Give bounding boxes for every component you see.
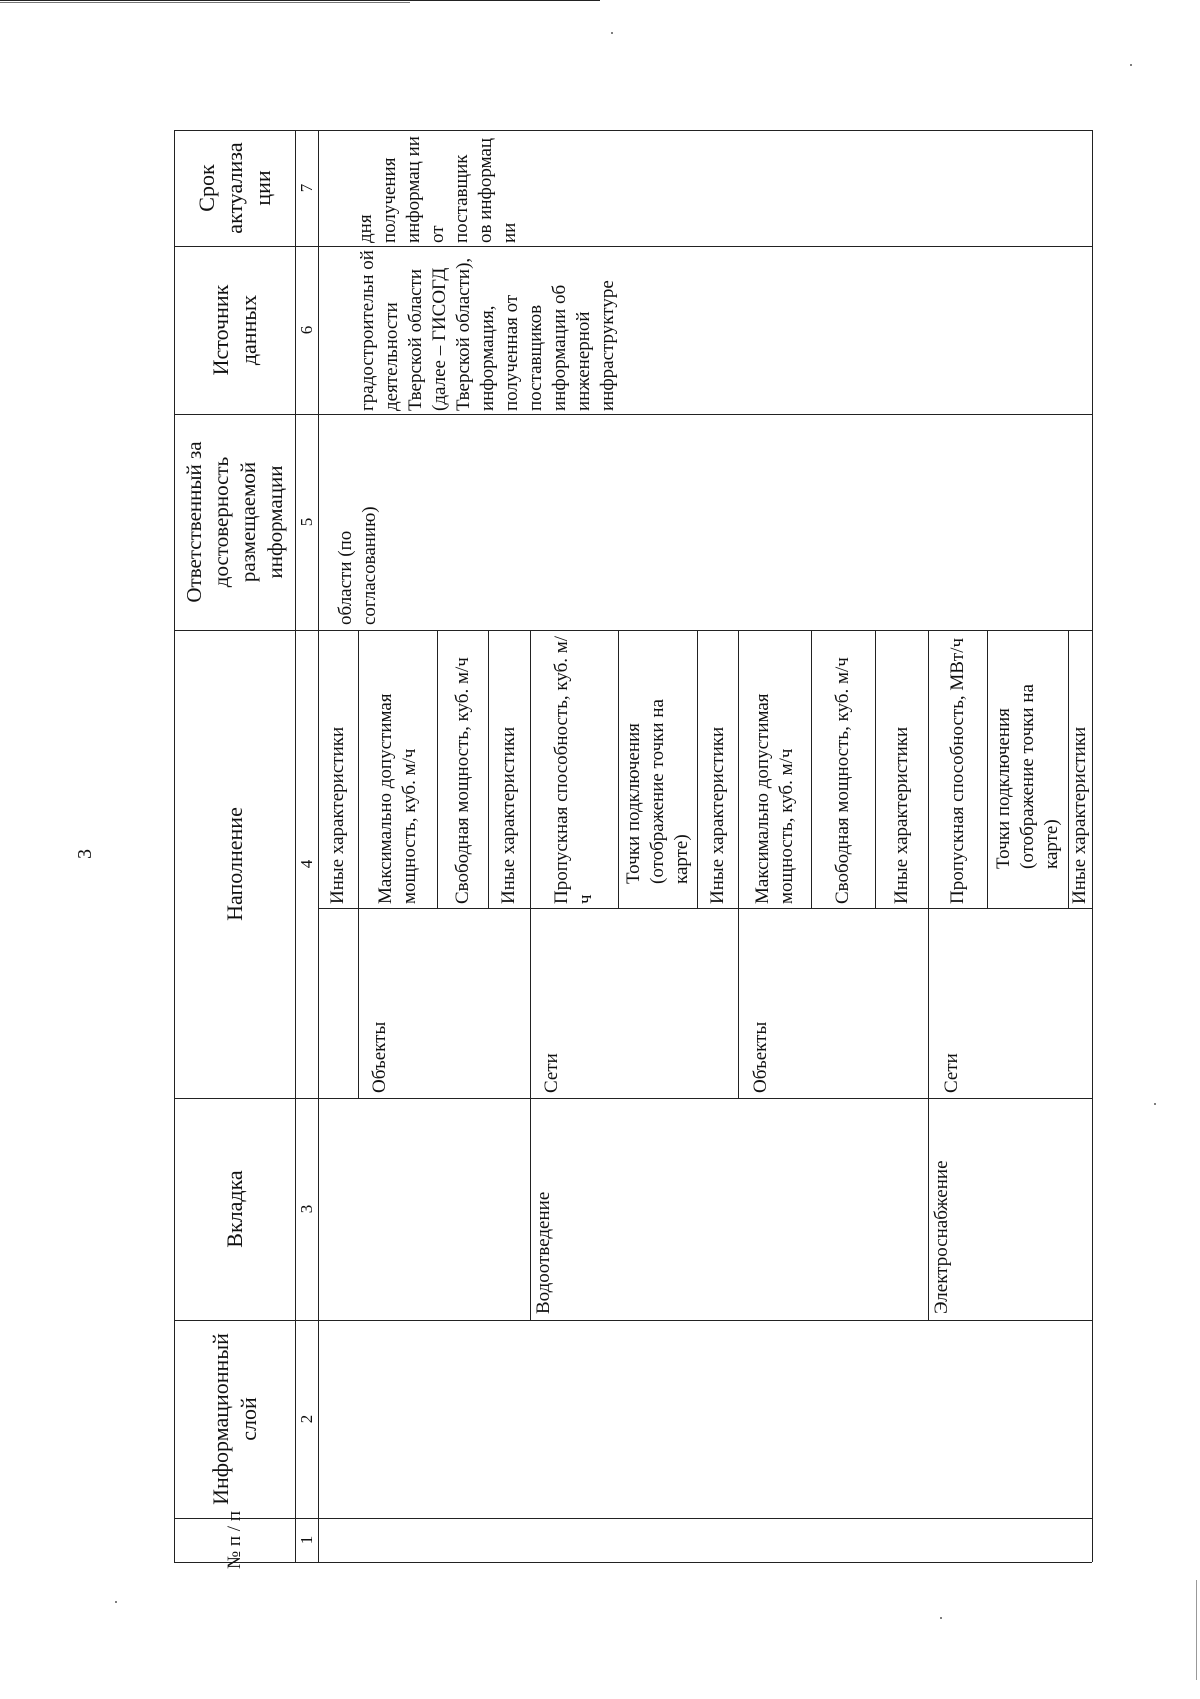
scan-speck xyxy=(115,1601,117,1603)
page-number: 3 xyxy=(74,849,96,859)
num-col4: 4 xyxy=(296,859,316,869)
source-text: градостроительн ой деятельности Тверской области (далее – ГИСОГД Тверской области), информация, полученная от поставщиков информации об инженерной инфраструктуре xyxy=(357,250,618,411)
num-col6: 6 xyxy=(296,325,316,335)
fill-obj1-a: Максимально допустимая мощность, куб. м/ч xyxy=(374,693,420,904)
fill-r0: Иные характеристики xyxy=(327,726,348,904)
header-col3: Вкладка xyxy=(221,1170,247,1248)
num-col7: 7 xyxy=(296,183,316,193)
header-col5: Ответственный за достоверность размещаемой информации xyxy=(181,441,287,603)
fill-vodo-a: Пропускная способность, куб. м/ч xyxy=(551,635,596,904)
scan-artifact-line xyxy=(0,0,600,1)
fill-elec-a: Пропускная способность, МВт/ч xyxy=(946,637,968,904)
fill-elec-c: Иные характеристики xyxy=(1069,726,1090,904)
scan-speck xyxy=(940,1617,942,1619)
num-col1: 1 xyxy=(296,1535,316,1545)
subkind-objects-1: Объекты xyxy=(369,1021,390,1093)
scan-speck xyxy=(1130,64,1132,66)
responsible-text: области (по согласованию) xyxy=(335,506,380,625)
fill-elec-b: Точки подключения (отображение точки на карте) xyxy=(992,684,1062,869)
fill-obj2-a: Максимально допустимая мощность, куб. м/ч xyxy=(751,693,797,904)
subkind-objects-2: Объекты xyxy=(750,1021,771,1093)
header-col6: Источник данных xyxy=(207,284,261,376)
header-col2: Информационный слой xyxy=(207,1333,261,1505)
fill-obj1-b: Свободная мощность, куб. м/ч xyxy=(451,657,473,904)
update-term-text: дня получения информац ии от поставщик ов информац ии xyxy=(355,136,520,243)
fill-obj1-c: Иные характеристики xyxy=(498,726,519,904)
fill-obj2-c: Иные характеристики xyxy=(890,726,912,904)
subkind-seti-vodo: Сети xyxy=(541,1053,562,1093)
num-col3: 3 xyxy=(296,1204,316,1214)
fill-vodo-b: Точки подключения (отображение точки на карте) xyxy=(622,699,692,884)
fill-obj2-b: Свободная мощность, куб. м/ч xyxy=(832,657,853,904)
tab-vodootvedenie: Водоотведение xyxy=(533,1191,554,1314)
num-col2: 2 xyxy=(296,1414,316,1424)
subkind-seti-elec: Сети xyxy=(941,1053,962,1093)
fill-vodo-c: Иные характеристики xyxy=(706,726,728,904)
header-col1: № п / п xyxy=(223,1511,245,1569)
header-col4: Наполнение xyxy=(221,807,247,921)
scan-speck xyxy=(1196,1580,1197,1680)
tab-elektrosnabzhenie: Электроснабжение xyxy=(931,1160,952,1314)
header-col7: Срок актуализа ции xyxy=(193,142,275,234)
scan-artifact-line xyxy=(0,2,410,3)
scan-speck xyxy=(611,32,613,34)
num-col5: 5 xyxy=(296,517,316,527)
scan-speck xyxy=(1154,1103,1156,1105)
